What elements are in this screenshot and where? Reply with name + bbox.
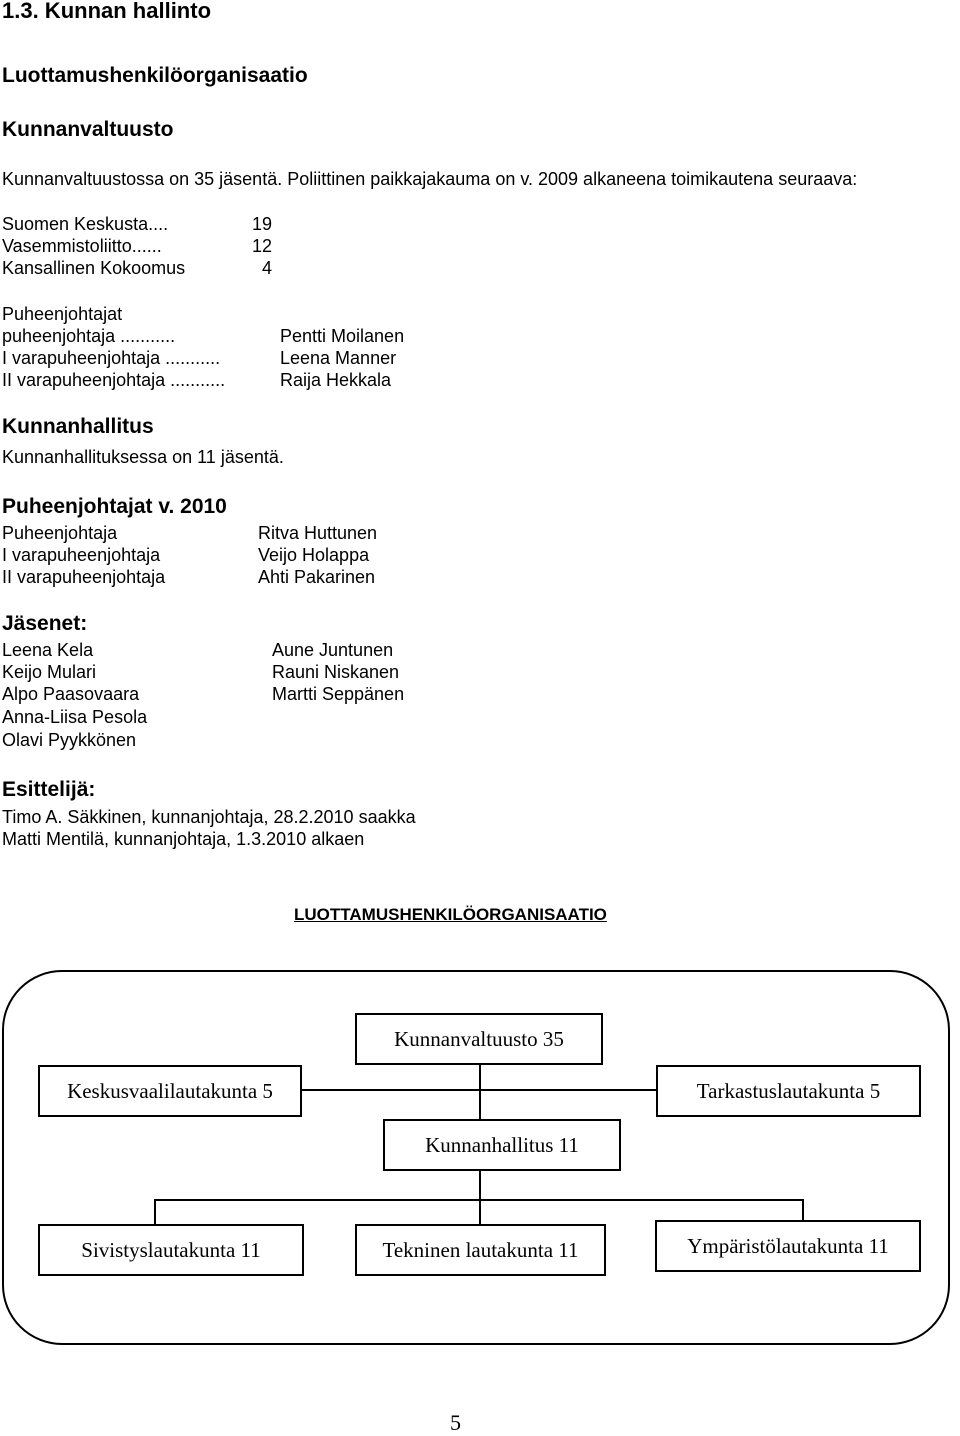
- party-seats: 12: [252, 236, 273, 256]
- chair-role: Puheenjohtaja: [2, 523, 118, 543]
- section-title: 1.3. Kunnan hallinto: [2, 0, 212, 23]
- chair-name: Leena Manner: [280, 348, 397, 368]
- party-name: Vasemmistoliitto......: [2, 236, 162, 256]
- connector-line: [479, 1170, 481, 1200]
- org-heading: Luottamushenkilöorganisaatio: [2, 64, 308, 87]
- member-name: Martti Seppänen: [272, 684, 405, 704]
- member-name: Rauni Niskanen: [272, 662, 400, 682]
- diagram-title: LUOTTAMUSHENKILÖORGANISAATIO: [294, 905, 607, 924]
- member-name: Olavi Pyykkönen: [2, 730, 137, 750]
- chair-role: II varapuheenjohtaja: [2, 567, 166, 587]
- connector-line: [479, 1199, 481, 1225]
- members-heading: Jäsenet:: [2, 612, 88, 635]
- chair-role: II varapuheenjohtaja ...........: [2, 370, 226, 390]
- page-number: 5: [450, 1410, 461, 1435]
- chair-role: I varapuheenjohtaja: [2, 545, 161, 565]
- member-name: Leena Kela: [2, 640, 94, 660]
- audit-board-box: Tarkastuslautakunta 5: [656, 1065, 921, 1117]
- technical-board-box: Tekninen lautakunta 11: [355, 1224, 606, 1276]
- election-board-box: Keskusvaalilautakunta 5: [38, 1065, 302, 1117]
- member-name: Aune Juntunen: [272, 640, 394, 660]
- party-seats: 19: [252, 214, 273, 234]
- party-seats: 4: [262, 258, 273, 278]
- board-chairs-heading: Puheenjohtajat v. 2010: [2, 495, 227, 518]
- connector-line: [302, 1089, 656, 1091]
- chair-name: Pentti Moilanen: [280, 326, 405, 346]
- member-name: Alpo Paasovaara: [2, 684, 140, 704]
- connector-line: [154, 1199, 156, 1225]
- party-name: Suomen Keskusta....: [2, 214, 169, 234]
- presenter-heading: Esittelijä:: [2, 778, 96, 801]
- connector-line: [479, 1064, 481, 1119]
- chair-role: I varapuheenjohtaja ...........: [2, 348, 221, 368]
- connector-line: [802, 1199, 804, 1221]
- chair-name: Ahti Pakarinen: [258, 567, 376, 587]
- chair-name: Ritva Huttunen: [258, 523, 378, 543]
- presenter-line: Matti Mentilä, kunnanjohtaja, 1.3.2010 alkaen: [2, 829, 365, 849]
- board-intro: Kunnanhallituksessa on 11 jäsentä.: [2, 447, 284, 467]
- education-board-box: Sivistyslautakunta 11: [38, 1224, 304, 1276]
- council-box: Kunnanvaltuusto 35: [355, 1013, 603, 1065]
- member-name: Anna-Liisa Pesola: [2, 707, 148, 727]
- party-name: Kansallinen Kokoomus: [2, 258, 186, 278]
- council-heading: Kunnanvaltuusto: [2, 118, 174, 141]
- chair-name: Raija Hekkala: [280, 370, 392, 390]
- chair-name: Veijo Holappa: [258, 545, 370, 565]
- board-heading: Kunnanhallitus: [2, 415, 154, 438]
- presenter-line: Timo A. Säkkinen, kunnanjohtaja, 28.2.2010 saakka: [2, 807, 416, 827]
- member-name: Keijo Mulari: [2, 662, 97, 682]
- environment-board-box: Ympäristölautakunta 11: [655, 1220, 921, 1272]
- council-intro: Kunnanvaltuustossa on 35 jäsentä. Poliittinen paikkajakauma on v. 2009 alkaneena toimikautena seuraava:: [2, 169, 858, 189]
- council-chairs-heading: Puheenjohtajat: [2, 304, 123, 324]
- municipal-board-box: Kunnanhallitus 11: [383, 1119, 621, 1171]
- chair-role: puheenjohtaja ...........: [2, 326, 176, 346]
